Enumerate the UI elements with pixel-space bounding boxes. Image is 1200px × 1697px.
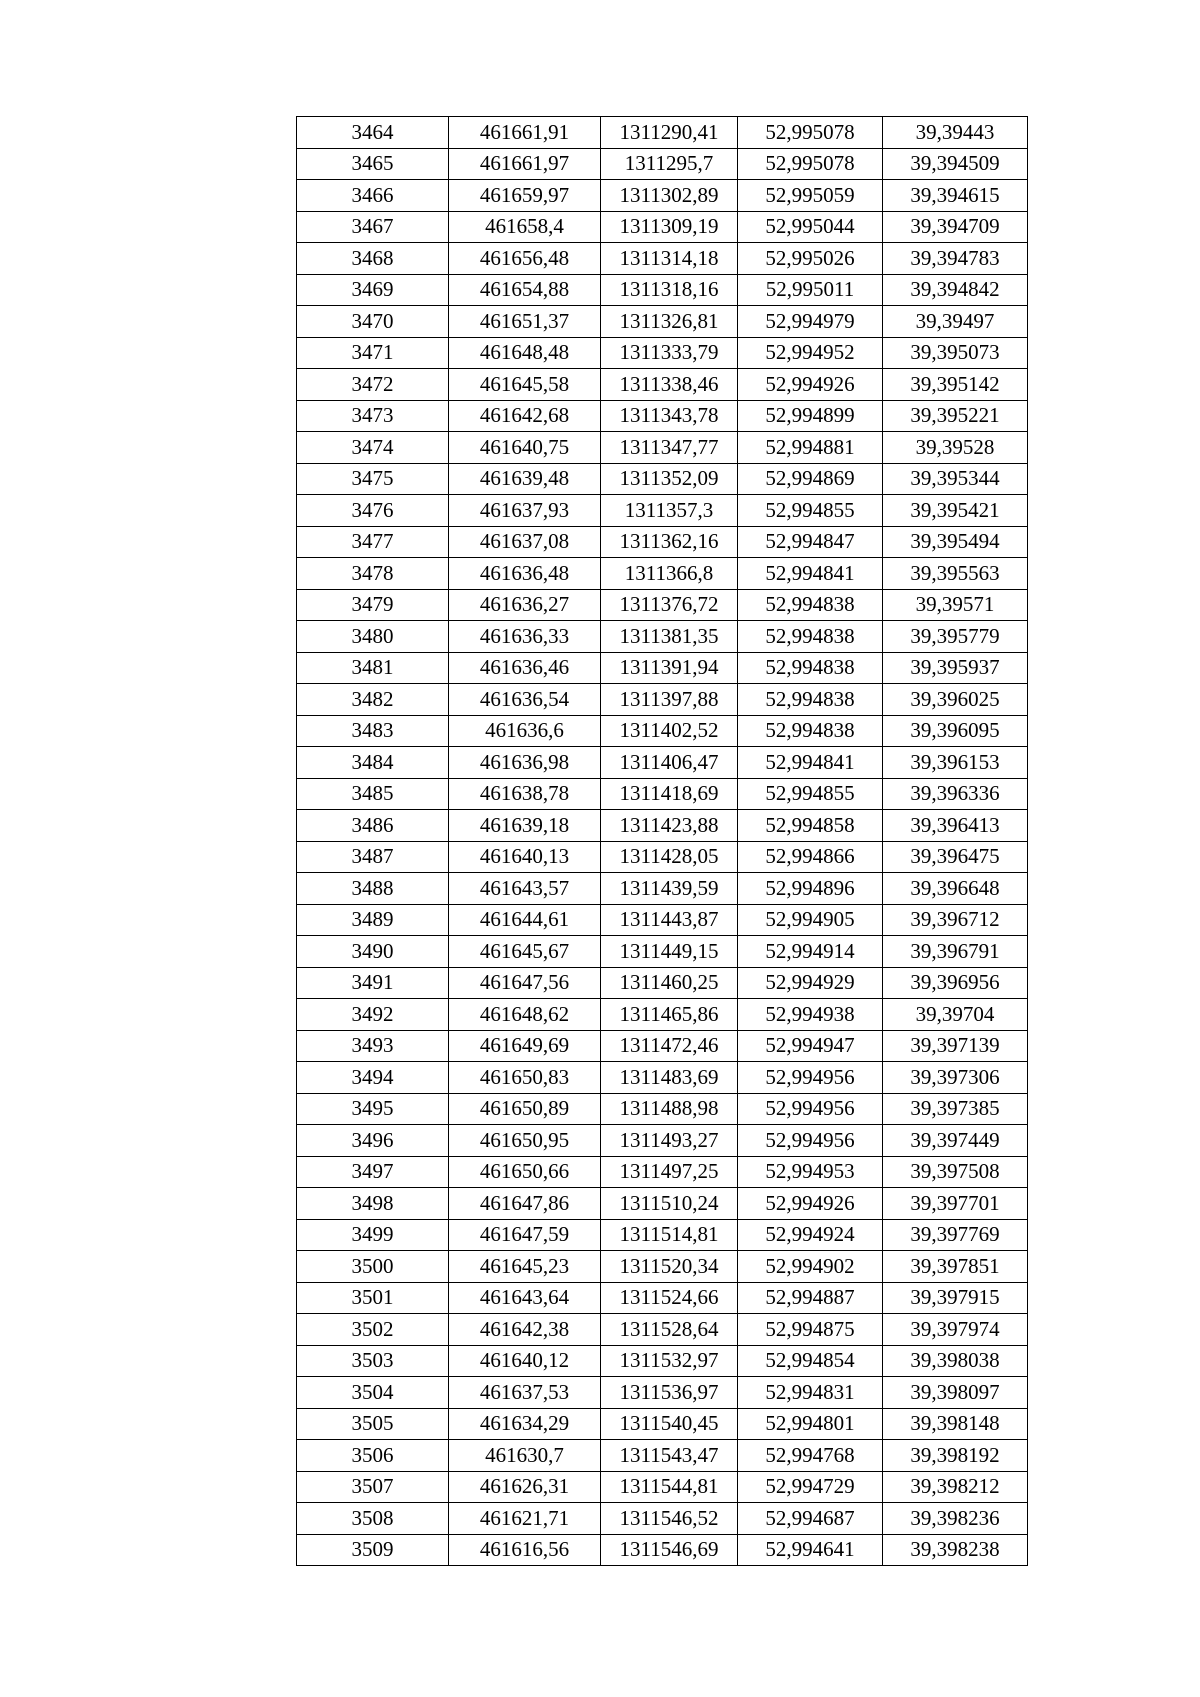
- point-number-cell: 3496: [297, 1125, 449, 1157]
- latitude-cell: 52,994947: [738, 1030, 883, 1062]
- longitude-cell: 39,39443: [883, 117, 1028, 149]
- point-number-cell: 3505: [297, 1408, 449, 1440]
- point-number-cell: 3466: [297, 180, 449, 212]
- longitude-cell: 39,395221: [883, 400, 1028, 432]
- y-coordinate-cell: 1311343,78: [601, 400, 738, 432]
- table-row: [297, 526, 1028, 558]
- latitude-cell: 52,994926: [738, 1188, 883, 1220]
- x-coordinate-cell: 461648,48: [449, 337, 601, 369]
- x-coordinate-cell: 461650,66: [449, 1156, 601, 1188]
- longitude-cell: 39,397974: [883, 1314, 1028, 1346]
- longitude-cell: 39,394615: [883, 180, 1028, 212]
- latitude-cell: 52,994952: [738, 337, 883, 369]
- latitude-cell: 52,994979: [738, 306, 883, 338]
- y-coordinate-cell: 1311362,16: [601, 526, 738, 558]
- latitude-cell: 52,994875: [738, 1314, 883, 1346]
- y-coordinate-cell: 1311493,27: [601, 1125, 738, 1157]
- x-coordinate-cell: 461654,88: [449, 274, 601, 306]
- x-coordinate-cell: 461640,75: [449, 432, 601, 464]
- table-row: [297, 621, 1028, 653]
- point-number-cell: 3495: [297, 1093, 449, 1125]
- latitude-cell: 52,994855: [738, 778, 883, 810]
- x-coordinate-cell: 461639,48: [449, 463, 601, 495]
- longitude-cell: 39,397508: [883, 1156, 1028, 1188]
- longitude-cell: 39,398148: [883, 1408, 1028, 1440]
- latitude-cell: 52,994838: [738, 715, 883, 747]
- latitude-cell: 52,994687: [738, 1503, 883, 1535]
- longitude-cell: 39,397769: [883, 1219, 1028, 1251]
- x-coordinate-cell: 461636,48: [449, 558, 601, 590]
- y-coordinate-cell: 1311333,79: [601, 337, 738, 369]
- y-coordinate-cell: 1311381,35: [601, 621, 738, 653]
- latitude-cell: 52,994924: [738, 1219, 883, 1251]
- y-coordinate-cell: 1311544,81: [601, 1471, 738, 1503]
- latitude-cell: 52,994926: [738, 369, 883, 401]
- table-row: [297, 1188, 1028, 1220]
- coordinates-table: [296, 116, 1028, 1566]
- y-coordinate-cell: 1311443,87: [601, 904, 738, 936]
- y-coordinate-cell: 1311439,59: [601, 873, 738, 905]
- table-row: [297, 117, 1028, 149]
- y-coordinate-cell: 1311397,88: [601, 684, 738, 716]
- latitude-cell: 52,994801: [738, 1408, 883, 1440]
- longitude-cell: 39,39704: [883, 999, 1028, 1031]
- y-coordinate-cell: 1311309,19: [601, 211, 738, 243]
- table-row: [297, 148, 1028, 180]
- y-coordinate-cell: 1311488,98: [601, 1093, 738, 1125]
- point-number-cell: 3509: [297, 1534, 449, 1566]
- table-row: [297, 1125, 1028, 1157]
- y-coordinate-cell: 1311295,7: [601, 148, 738, 180]
- y-coordinate-cell: 1311357,3: [601, 495, 738, 527]
- y-coordinate-cell: 1311352,09: [601, 463, 738, 495]
- y-coordinate-cell: 1311510,24: [601, 1188, 738, 1220]
- point-number-cell: 3484: [297, 747, 449, 779]
- table-row: [297, 967, 1028, 999]
- latitude-cell: 52,994956: [738, 1125, 883, 1157]
- x-coordinate-cell: 461636,46: [449, 652, 601, 684]
- y-coordinate-cell: 1311318,16: [601, 274, 738, 306]
- table-row: [297, 369, 1028, 401]
- point-number-cell: 3478: [297, 558, 449, 590]
- longitude-cell: 39,395073: [883, 337, 1028, 369]
- x-coordinate-cell: 461636,6: [449, 715, 601, 747]
- table-row: [297, 1471, 1028, 1503]
- latitude-cell: 52,994831: [738, 1377, 883, 1409]
- x-coordinate-cell: 461645,58: [449, 369, 601, 401]
- longitude-cell: 39,394509: [883, 148, 1028, 180]
- x-coordinate-cell: 461637,53: [449, 1377, 601, 1409]
- y-coordinate-cell: 1311546,52: [601, 1503, 738, 1535]
- longitude-cell: 39,398192: [883, 1440, 1028, 1472]
- y-coordinate-cell: 1311338,46: [601, 369, 738, 401]
- table-row: [297, 558, 1028, 590]
- longitude-cell: 39,395494: [883, 526, 1028, 558]
- point-number-cell: 3475: [297, 463, 449, 495]
- latitude-cell: 52,994881: [738, 432, 883, 464]
- longitude-cell: 39,396712: [883, 904, 1028, 936]
- y-coordinate-cell: 1311376,72: [601, 589, 738, 621]
- latitude-cell: 52,994956: [738, 1093, 883, 1125]
- table-row: [297, 432, 1028, 464]
- table-row: [297, 1156, 1028, 1188]
- y-coordinate-cell: 1311520,34: [601, 1251, 738, 1283]
- point-number-cell: 3483: [297, 715, 449, 747]
- latitude-cell: 52,995044: [738, 211, 883, 243]
- x-coordinate-cell: 461643,57: [449, 873, 601, 905]
- table-row: [297, 1408, 1028, 1440]
- longitude-cell: 39,396956: [883, 967, 1028, 999]
- table-row: [297, 1534, 1028, 1566]
- latitude-cell: 52,995059: [738, 180, 883, 212]
- longitude-cell: 39,39528: [883, 432, 1028, 464]
- x-coordinate-cell: 461639,18: [449, 810, 601, 842]
- x-coordinate-cell: 461661,97: [449, 148, 601, 180]
- x-coordinate-cell: 461643,64: [449, 1282, 601, 1314]
- x-coordinate-cell: 461637,93: [449, 495, 601, 527]
- point-number-cell: 3464: [297, 117, 449, 149]
- point-number-cell: 3489: [297, 904, 449, 936]
- y-coordinate-cell: 1311314,18: [601, 243, 738, 275]
- x-coordinate-cell: 461636,33: [449, 621, 601, 653]
- point-number-cell: 3472: [297, 369, 449, 401]
- x-coordinate-cell: 461640,12: [449, 1345, 601, 1377]
- y-coordinate-cell: 1311290,41: [601, 117, 738, 149]
- latitude-cell: 52,995078: [738, 148, 883, 180]
- latitude-cell: 52,994838: [738, 652, 883, 684]
- table-row: [297, 1314, 1028, 1346]
- longitude-cell: 39,397385: [883, 1093, 1028, 1125]
- y-coordinate-cell: 1311546,69: [601, 1534, 738, 1566]
- y-coordinate-cell: 1311524,66: [601, 1282, 738, 1314]
- table-row: [297, 274, 1028, 306]
- latitude-cell: 52,994905: [738, 904, 883, 936]
- latitude-cell: 52,994854: [738, 1345, 883, 1377]
- y-coordinate-cell: 1311391,94: [601, 652, 738, 684]
- latitude-cell: 52,994902: [738, 1251, 883, 1283]
- point-number-cell: 3494: [297, 1062, 449, 1094]
- point-number-cell: 3488: [297, 873, 449, 905]
- latitude-cell: 52,994838: [738, 589, 883, 621]
- table-row: [297, 715, 1028, 747]
- point-number-cell: 3491: [297, 967, 449, 999]
- latitude-cell: 52,994641: [738, 1534, 883, 1566]
- x-coordinate-cell: 461649,69: [449, 1030, 601, 1062]
- point-number-cell: 3503: [297, 1345, 449, 1377]
- x-coordinate-cell: 461658,4: [449, 211, 601, 243]
- longitude-cell: 39,398238: [883, 1534, 1028, 1566]
- latitude-cell: 52,994956: [738, 1062, 883, 1094]
- longitude-cell: 39,397306: [883, 1062, 1028, 1094]
- x-coordinate-cell: 461644,61: [449, 904, 601, 936]
- latitude-cell: 52,994899: [738, 400, 883, 432]
- table-row: [297, 1440, 1028, 1472]
- longitude-cell: 39,396413: [883, 810, 1028, 842]
- longitude-cell: 39,397449: [883, 1125, 1028, 1157]
- longitude-cell: 39,396475: [883, 841, 1028, 873]
- point-number-cell: 3485: [297, 778, 449, 810]
- table-row: [297, 652, 1028, 684]
- x-coordinate-cell: 461650,83: [449, 1062, 601, 1094]
- point-number-cell: 3465: [297, 148, 449, 180]
- y-coordinate-cell: 1311302,89: [601, 180, 738, 212]
- table-row: [297, 1219, 1028, 1251]
- table-row: [297, 243, 1028, 275]
- table-row: [297, 495, 1028, 527]
- latitude-cell: 52,994768: [738, 1440, 883, 1472]
- longitude-cell: 39,398038: [883, 1345, 1028, 1377]
- latitude-cell: 52,994858: [738, 810, 883, 842]
- latitude-cell: 52,995078: [738, 117, 883, 149]
- table-row: [297, 810, 1028, 842]
- y-coordinate-cell: 1311532,97: [601, 1345, 738, 1377]
- x-coordinate-cell: 461647,59: [449, 1219, 601, 1251]
- point-number-cell: 3468: [297, 243, 449, 275]
- x-coordinate-cell: 461650,89: [449, 1093, 601, 1125]
- coordinates-table-body: [297, 117, 1028, 1566]
- table-row: [297, 1503, 1028, 1535]
- x-coordinate-cell: 461637,08: [449, 526, 601, 558]
- point-number-cell: 3473: [297, 400, 449, 432]
- point-number-cell: 3493: [297, 1030, 449, 1062]
- table-row: [297, 211, 1028, 243]
- point-number-cell: 3492: [297, 999, 449, 1031]
- table-row: [297, 999, 1028, 1031]
- x-coordinate-cell: 461656,48: [449, 243, 601, 275]
- x-coordinate-cell: 461638,78: [449, 778, 601, 810]
- table-row: [297, 936, 1028, 968]
- table-row: [297, 1030, 1028, 1062]
- latitude-cell: 52,994896: [738, 873, 883, 905]
- point-number-cell: 3500: [297, 1251, 449, 1283]
- latitude-cell: 52,994729: [738, 1471, 883, 1503]
- point-number-cell: 3481: [297, 652, 449, 684]
- latitude-cell: 52,994838: [738, 684, 883, 716]
- latitude-cell: 52,994887: [738, 1282, 883, 1314]
- x-coordinate-cell: 461636,27: [449, 589, 601, 621]
- latitude-cell: 52,995026: [738, 243, 883, 275]
- table-row: [297, 400, 1028, 432]
- x-coordinate-cell: 461626,31: [449, 1471, 601, 1503]
- y-coordinate-cell: 1311528,64: [601, 1314, 738, 1346]
- table-row: [297, 1062, 1028, 1094]
- table-row: [297, 306, 1028, 338]
- longitude-cell: 39,396336: [883, 778, 1028, 810]
- y-coordinate-cell: 1311366,8: [601, 558, 738, 590]
- y-coordinate-cell: 1311540,45: [601, 1408, 738, 1440]
- latitude-cell: 52,994929: [738, 967, 883, 999]
- table-row: [297, 1377, 1028, 1409]
- table-row: [297, 337, 1028, 369]
- longitude-cell: 39,39571: [883, 589, 1028, 621]
- longitude-cell: 39,39497: [883, 306, 1028, 338]
- x-coordinate-cell: 461636,54: [449, 684, 601, 716]
- point-number-cell: 3499: [297, 1219, 449, 1251]
- longitude-cell: 39,396153: [883, 747, 1028, 779]
- point-number-cell: 3490: [297, 936, 449, 968]
- point-number-cell: 3486: [297, 810, 449, 842]
- table-row: [297, 1345, 1028, 1377]
- table-row: [297, 841, 1028, 873]
- table-row: [297, 904, 1028, 936]
- x-coordinate-cell: 461647,86: [449, 1188, 601, 1220]
- x-coordinate-cell: 461636,98: [449, 747, 601, 779]
- y-coordinate-cell: 1311514,81: [601, 1219, 738, 1251]
- x-coordinate-cell: 461647,56: [449, 967, 601, 999]
- longitude-cell: 39,396791: [883, 936, 1028, 968]
- longitude-cell: 39,397851: [883, 1251, 1028, 1283]
- longitude-cell: 39,394783: [883, 243, 1028, 275]
- y-coordinate-cell: 1311402,52: [601, 715, 738, 747]
- longitude-cell: 39,396025: [883, 684, 1028, 716]
- longitude-cell: 39,396648: [883, 873, 1028, 905]
- longitude-cell: 39,395563: [883, 558, 1028, 590]
- table-row: [297, 1251, 1028, 1283]
- point-number-cell: 3470: [297, 306, 449, 338]
- y-coordinate-cell: 1311423,88: [601, 810, 738, 842]
- latitude-cell: 52,994847: [738, 526, 883, 558]
- x-coordinate-cell: 461651,37: [449, 306, 601, 338]
- longitude-cell: 39,397915: [883, 1282, 1028, 1314]
- point-number-cell: 3502: [297, 1314, 449, 1346]
- table-row: [297, 180, 1028, 212]
- y-coordinate-cell: 1311418,69: [601, 778, 738, 810]
- table-row: [297, 778, 1028, 810]
- x-coordinate-cell: 461630,7: [449, 1440, 601, 1472]
- point-number-cell: 3479: [297, 589, 449, 621]
- point-number-cell: 3498: [297, 1188, 449, 1220]
- longitude-cell: 39,396095: [883, 715, 1028, 747]
- longitude-cell: 39,395344: [883, 463, 1028, 495]
- point-number-cell: 3506: [297, 1440, 449, 1472]
- table-row: [297, 589, 1028, 621]
- y-coordinate-cell: 1311497,25: [601, 1156, 738, 1188]
- latitude-cell: 52,994841: [738, 558, 883, 590]
- x-coordinate-cell: 461642,68: [449, 400, 601, 432]
- x-coordinate-cell: 461616,56: [449, 1534, 601, 1566]
- y-coordinate-cell: 1311483,69: [601, 1062, 738, 1094]
- x-coordinate-cell: 461634,29: [449, 1408, 601, 1440]
- x-coordinate-cell: 461621,71: [449, 1503, 601, 1535]
- x-coordinate-cell: 461661,91: [449, 117, 601, 149]
- longitude-cell: 39,398097: [883, 1377, 1028, 1409]
- table-row: [297, 873, 1028, 905]
- point-number-cell: 3507: [297, 1471, 449, 1503]
- x-coordinate-cell: 461650,95: [449, 1125, 601, 1157]
- latitude-cell: 52,994869: [738, 463, 883, 495]
- latitude-cell: 52,994953: [738, 1156, 883, 1188]
- table-row: [297, 747, 1028, 779]
- y-coordinate-cell: 1311465,86: [601, 999, 738, 1031]
- y-coordinate-cell: 1311347,77: [601, 432, 738, 464]
- y-coordinate-cell: 1311460,25: [601, 967, 738, 999]
- latitude-cell: 52,994855: [738, 495, 883, 527]
- longitude-cell: 39,398236: [883, 1503, 1028, 1535]
- longitude-cell: 39,395779: [883, 621, 1028, 653]
- longitude-cell: 39,394842: [883, 274, 1028, 306]
- point-number-cell: 3482: [297, 684, 449, 716]
- y-coordinate-cell: 1311406,47: [601, 747, 738, 779]
- point-number-cell: 3471: [297, 337, 449, 369]
- latitude-cell: 52,994866: [738, 841, 883, 873]
- point-number-cell: 3467: [297, 211, 449, 243]
- longitude-cell: 39,395142: [883, 369, 1028, 401]
- point-number-cell: 3474: [297, 432, 449, 464]
- table-row: [297, 1093, 1028, 1125]
- y-coordinate-cell: 1311428,05: [601, 841, 738, 873]
- point-number-cell: 3477: [297, 526, 449, 558]
- y-coordinate-cell: 1311449,15: [601, 936, 738, 968]
- y-coordinate-cell: 1311543,47: [601, 1440, 738, 1472]
- longitude-cell: 39,395421: [883, 495, 1028, 527]
- point-number-cell: 3487: [297, 841, 449, 873]
- x-coordinate-cell: 461648,62: [449, 999, 601, 1031]
- latitude-cell: 52,994841: [738, 747, 883, 779]
- x-coordinate-cell: 461659,97: [449, 180, 601, 212]
- longitude-cell: 39,397701: [883, 1188, 1028, 1220]
- point-number-cell: 3501: [297, 1282, 449, 1314]
- point-number-cell: 3508: [297, 1503, 449, 1535]
- x-coordinate-cell: 461645,23: [449, 1251, 601, 1283]
- latitude-cell: 52,995011: [738, 274, 883, 306]
- latitude-cell: 52,994914: [738, 936, 883, 968]
- latitude-cell: 52,994838: [738, 621, 883, 653]
- table-row: [297, 684, 1028, 716]
- x-coordinate-cell: 461645,67: [449, 936, 601, 968]
- y-coordinate-cell: 1311536,97: [601, 1377, 738, 1409]
- longitude-cell: 39,395937: [883, 652, 1028, 684]
- latitude-cell: 52,994938: [738, 999, 883, 1031]
- longitude-cell: 39,394709: [883, 211, 1028, 243]
- y-coordinate-cell: 1311472,46: [601, 1030, 738, 1062]
- point-number-cell: 3469: [297, 274, 449, 306]
- x-coordinate-cell: 461642,38: [449, 1314, 601, 1346]
- table-row: [297, 463, 1028, 495]
- table-row: [297, 1282, 1028, 1314]
- longitude-cell: 39,398212: [883, 1471, 1028, 1503]
- point-number-cell: 3476: [297, 495, 449, 527]
- y-coordinate-cell: 1311326,81: [601, 306, 738, 338]
- point-number-cell: 3504: [297, 1377, 449, 1409]
- x-coordinate-cell: 461640,13: [449, 841, 601, 873]
- point-number-cell: 3480: [297, 621, 449, 653]
- point-number-cell: 3497: [297, 1156, 449, 1188]
- longitude-cell: 39,397139: [883, 1030, 1028, 1062]
